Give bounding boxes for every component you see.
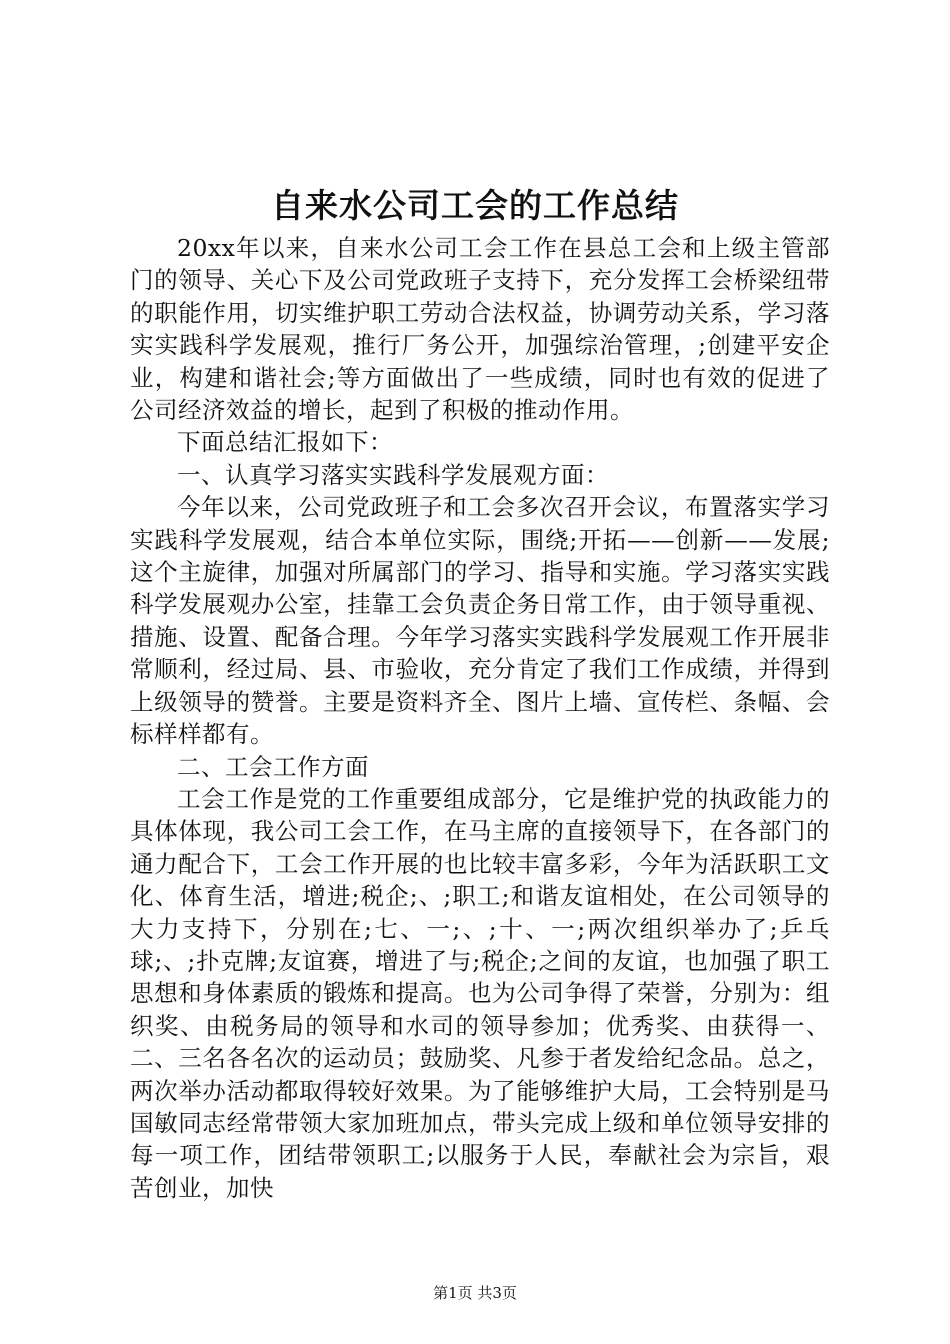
paragraph-section-1: 今年以来，公司党政班子和工会多次召开会议，布置落实学习实践科学发展观，结合本单位实际，围绕;开拓——创新——发展;这个主旋律，加强对所属部门的学习、指导和实施。学习落实实践科学发展观办公室，挂靠工会负责企务日常工作，由于领导重视、措施、设置、配备合理。今年学习落实实践科学发展观工作开展非常顺利，经过局、县、市验收，充分肯定了我们工作成绩，并得到上级领导的赞誉。主要是资料齐全、图片上墙、宣传栏、条幅、会标样样都有。: [130, 493, 830, 749]
paragraph-summary-lead: 下面总结汇报如下：: [177, 428, 393, 457]
section-heading-2: 二、工会工作方面: [177, 752, 369, 781]
document-body: [130, 232, 830, 1204]
document-title: 自来水公司工会的工作总结: [271, 186, 679, 225]
paragraph-section-2: 工会工作是党的工作重要组成部分，它是维护党的执政能力的具体体现，我公司工会工作，在马主席的直接领导下，在各部门的通力配合下，工会工作开展的也比较丰富多彩，今年为活跃职工文化、体育生活，增进;税企;、;职工;和谐友谊相处，在公司领导的大力支持下，分别在;七、一;、;十、一;两次组织举办了;乒乓球;、;扑克牌;友谊赛，增进了与;税企;之间的友谊，也加强了职工思想和身体素质的锻炼和提高。也为公司争得了荣誉，分别为：组织奖、由税务局的领导和水司的领导参加；优秀奖、由获得一、二、三名各名次的运动员；鼓励奖、凡参于者发给纪念品。总之，两次举办活动都取得较好效果。为了能够维护大局，工会特别是马国敏同志经常带领大家加班加点，带头完成上级和单位领导安排的每一项工作，团结带领职工;以服务于人民，奉献社会为宗旨，艰苦创业，加快: [130, 784, 830, 1202]
paragraph-intro: 20xx年以来，自来水公司工会工作在县总工会和上级主管部门的领导、关心下及公司党政班子支持下，充分发挥工会桥梁纽带的职能作用，切实维护职工劳动合法权益，协调劳动关系，学习落实实践科学发展观，推行厂务公开，加强综治管理，;创建平安企业，构建和谐社会;等方面做出了一些成绩，同时也有效的促进了公司经济效益的增长，起到了积极的推动作用。: [130, 234, 830, 425]
section-heading-1: 一、认真学习落实实践科学发展观方面：: [177, 460, 609, 489]
page-footer: 第1页 共3页: [433, 1284, 517, 1302]
